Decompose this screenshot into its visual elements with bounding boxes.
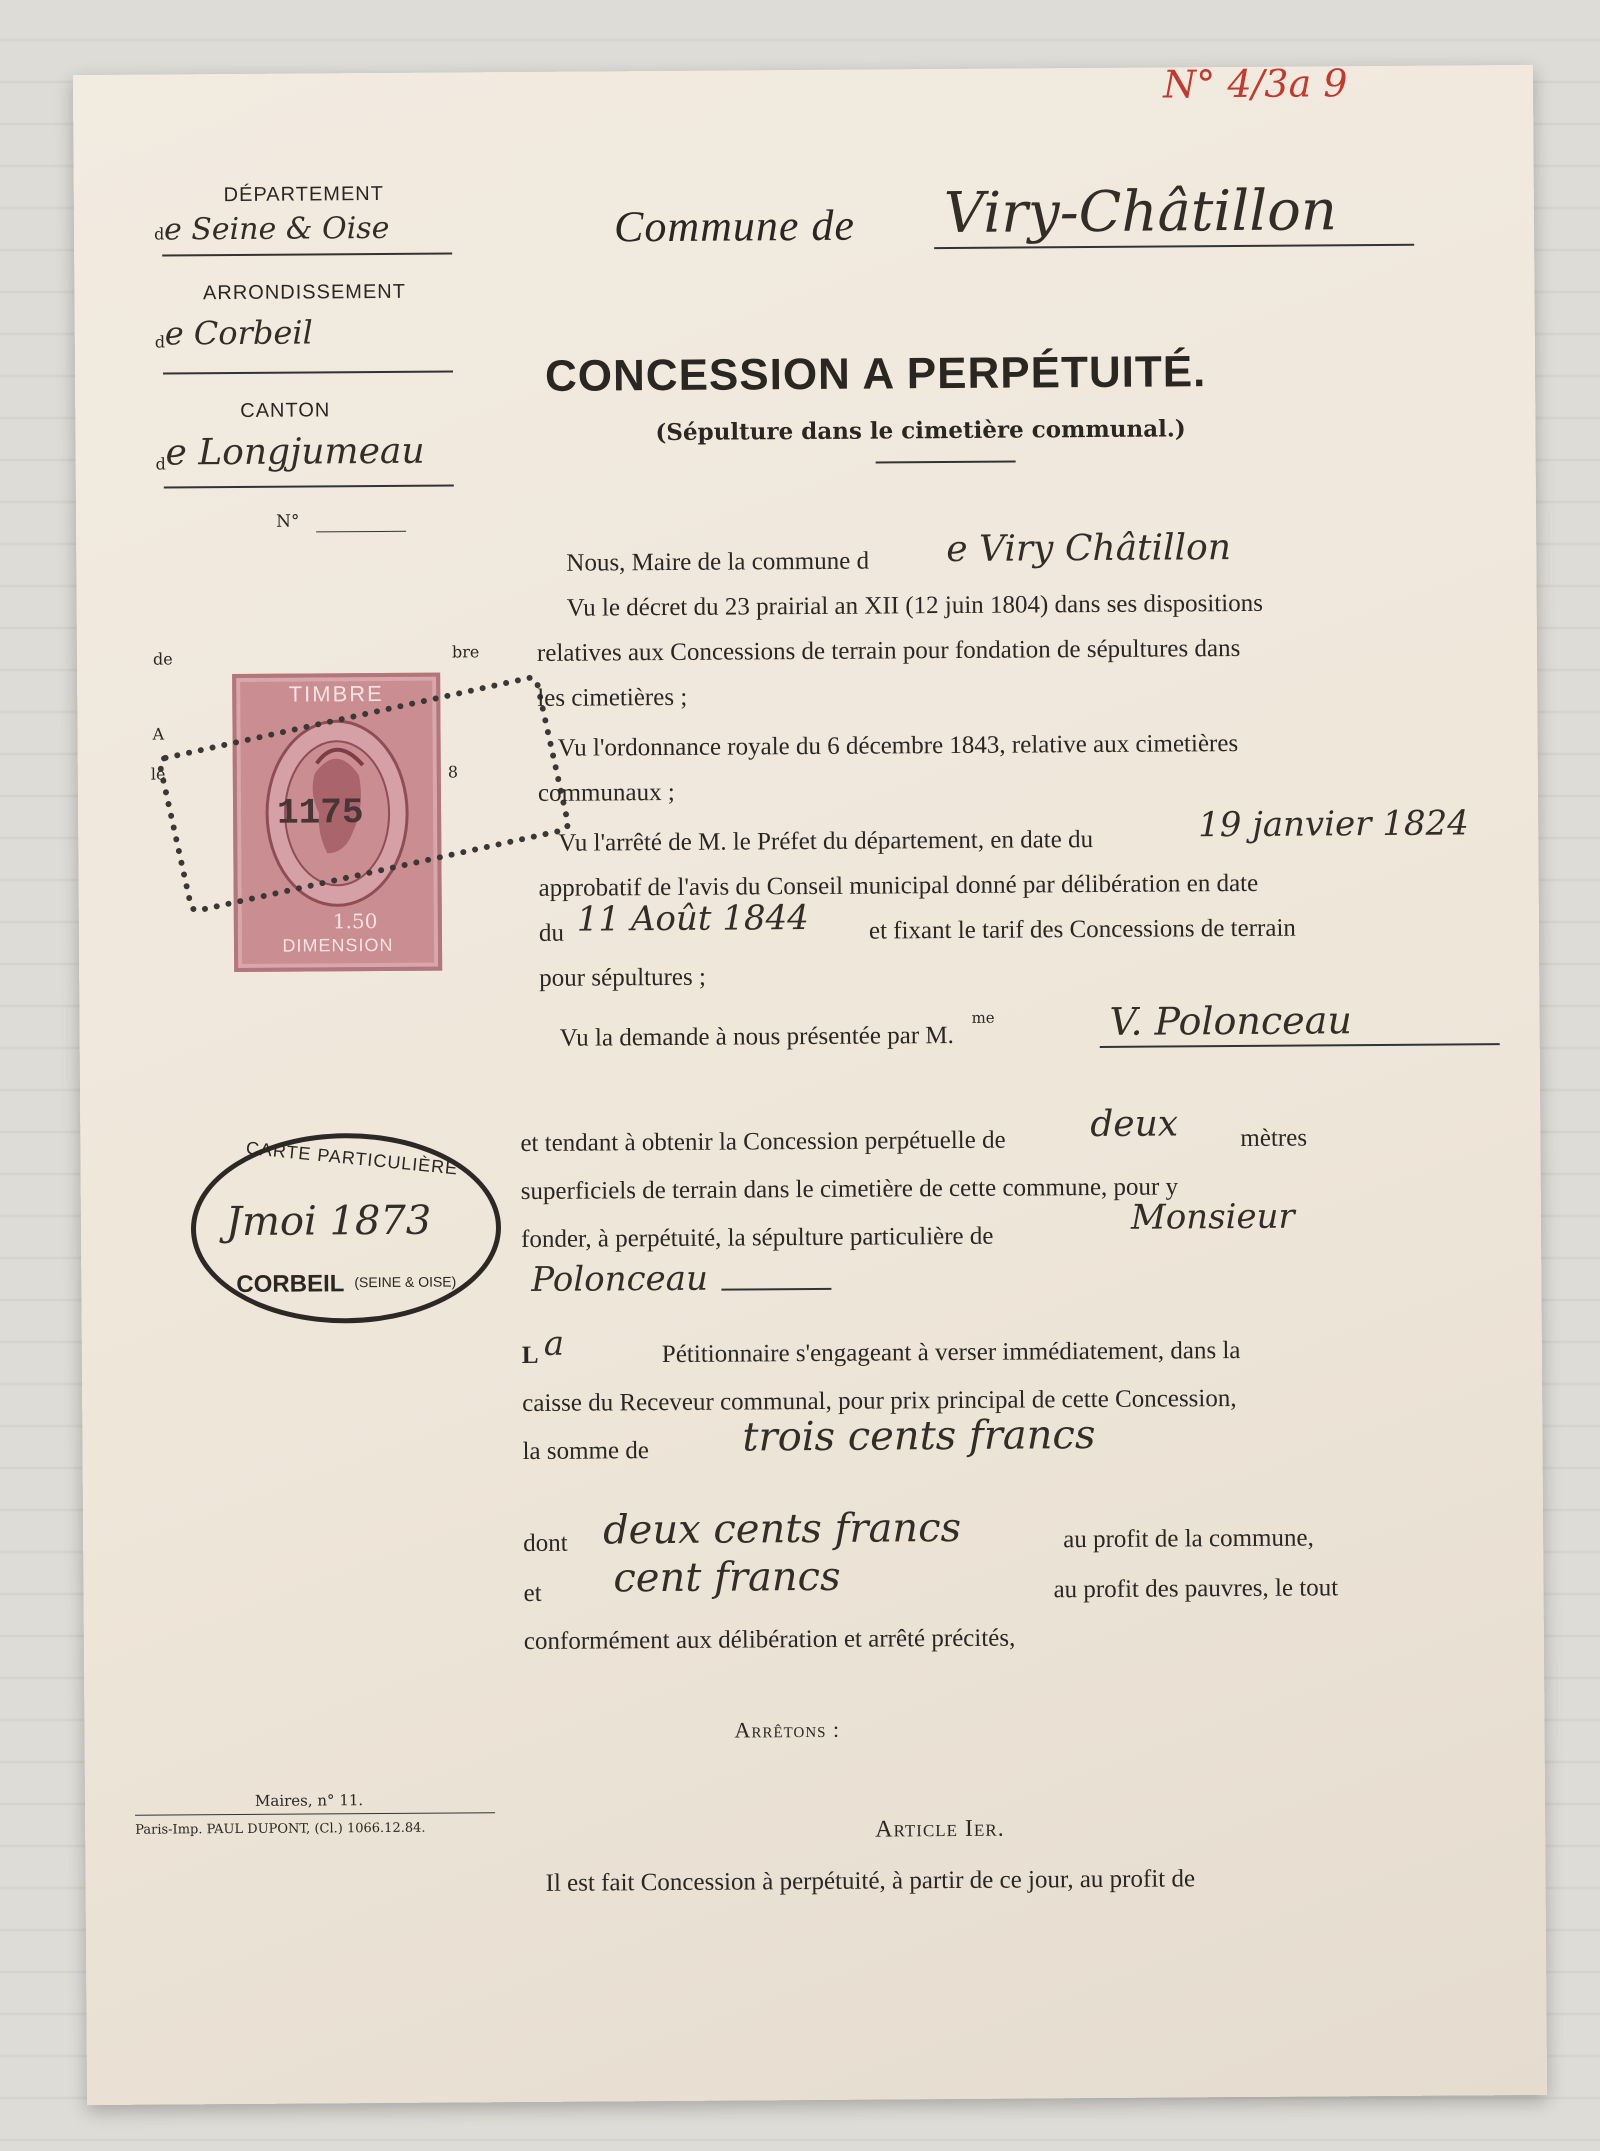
p8b: et bbox=[523, 1579, 542, 1608]
canton-prefix: d bbox=[155, 454, 166, 474]
article-text: Il est fait Concession à perpétuité, à partir de ce jour, au profit de bbox=[545, 1865, 1196, 1897]
stamp-label-a: A bbox=[152, 724, 165, 744]
stamp-label-de: de bbox=[152, 649, 173, 669]
stamp-label-bre: bre bbox=[451, 642, 480, 662]
p4c-lead: du bbox=[538, 919, 565, 947]
stamp-label-8: 8 bbox=[447, 762, 459, 782]
p4: Vu l'arrêté de M. le Préfet du département, en date du bbox=[558, 826, 1094, 857]
p4c-handwritten: 11 Août 1844 bbox=[576, 898, 809, 940]
revenue-stamp-perforation: 1175 bbox=[276, 792, 364, 834]
canton-underline bbox=[164, 484, 454, 488]
arretons-heading: Arrêtons : bbox=[734, 1716, 841, 1743]
revenue-stamp-top: TIMBRE bbox=[288, 680, 384, 707]
departement-value: e Seine & Oise bbox=[163, 210, 390, 248]
p8b-tail: au profit des pauvres, le tout bbox=[1053, 1574, 1339, 1604]
revenue-stamp-bottom: DIMENSION bbox=[282, 934, 394, 956]
p6c-handwritten: Monsieur bbox=[1130, 1196, 1295, 1238]
p7c: la somme de bbox=[522, 1437, 650, 1466]
p4-handwritten: 19 janvier 1824 bbox=[1198, 803, 1469, 846]
oval-stamp-top: CARTE PARTICULIÈRE bbox=[245, 1137, 460, 1179]
p7c-handwritten: trois cents francs bbox=[742, 1412, 1096, 1461]
p6-lead: et tendant à obtenir la Concession perpétuelle de bbox=[520, 1126, 1006, 1158]
page-subtitle: (Sépulture dans le cimetière communal.) bbox=[655, 415, 1186, 447]
p6c: fonder, à perpétuité, la sépulture particulière de bbox=[520, 1222, 994, 1254]
p6-handwritten: deux bbox=[1090, 1103, 1179, 1146]
oval-stamp-city: CORBEIL bbox=[236, 1270, 345, 1299]
p8-handwritten: deux cents francs bbox=[602, 1504, 962, 1554]
footer-printer: Paris-Imp. PAUL DUPONT, (Cl.) 1066.12.84. bbox=[135, 1820, 426, 1838]
document-page bbox=[73, 61, 1547, 2105]
p7-tail: Pétitionnaire s'engageant à verser immédiatement, dans la bbox=[661, 1337, 1241, 1369]
title-divider bbox=[876, 461, 1016, 464]
footer-maires: Maires, n° 11. bbox=[254, 1791, 364, 1810]
p8: dont bbox=[523, 1529, 568, 1558]
commune-label: Commune de bbox=[613, 200, 856, 252]
p7b: caisse du Receveur communal, pour prix principal de cette Concession, bbox=[522, 1385, 1237, 1418]
departement-prefix: d bbox=[153, 224, 165, 244]
p6-tail: mètres bbox=[1240, 1124, 1308, 1152]
stamp-label-le: le bbox=[150, 764, 166, 784]
canton-value: e Longjumeau bbox=[165, 430, 425, 474]
arrondissement-value: e Corbeil bbox=[164, 313, 313, 353]
p6b: superficiels de terrain dans le cimetière de cette commune, pour y bbox=[520, 1173, 1179, 1206]
footer-rule bbox=[135, 1812, 495, 1816]
p2b: relatives aux Concessions de terrain pour fondation de sépultures dans bbox=[536, 634, 1241, 667]
p1-lead: Nous, Maire de la commune d bbox=[566, 547, 870, 577]
p5: Vu la demande à nous présentée par M. bbox=[559, 1021, 954, 1052]
oval-stamp-date: Jmoi 1873 bbox=[225, 1197, 432, 1246]
p2c: les cimetières ; bbox=[537, 683, 688, 712]
arrondissement-underline bbox=[163, 370, 453, 374]
number-line bbox=[316, 531, 406, 533]
canton-label: CANTON bbox=[240, 399, 331, 422]
p3b: communaux ; bbox=[537, 778, 675, 807]
revenue-stamp-value: 1.50 bbox=[332, 909, 378, 934]
p4d: pour sépultures ; bbox=[539, 963, 706, 992]
departement-label: DÉPARTEMENT bbox=[223, 182, 384, 207]
p5-superscript: me bbox=[971, 1008, 995, 1027]
p3: Vu l'ordonnance royale du 6 décembre 1843, relative aux cimetières bbox=[557, 730, 1239, 762]
arrondissement-prefix: d bbox=[154, 332, 166, 352]
p1-handwritten: e Viry Châtillon bbox=[946, 527, 1232, 571]
p8b-handwritten: cent francs bbox=[613, 1553, 841, 1602]
departement-underline bbox=[162, 252, 452, 256]
p5-handwritten: V. Polonceau bbox=[1109, 998, 1352, 1044]
arrondissement-label: ARRONDISSEMENT bbox=[202, 280, 406, 305]
p2: Vu le décret du 23 prairial an XII (12 juin 1804) dans ses dispositions bbox=[566, 589, 1264, 622]
page-title: CONCESSION A PERPÉTUITÉ. bbox=[544, 347, 1207, 401]
p4b: approbatif de l'avis du Conseil municipal donné par délibération en date bbox=[538, 869, 1259, 902]
oval-stamp bbox=[190, 1132, 501, 1324]
p6d-underline bbox=[721, 1288, 831, 1291]
p7-handwritten: a bbox=[543, 1323, 565, 1364]
p8c: conformément aux délibération et arrêté précités, bbox=[523, 1624, 1016, 1656]
p7-lead: L bbox=[521, 1341, 539, 1370]
article-heading: Article Ier. bbox=[875, 1815, 1005, 1843]
p5-underline bbox=[1100, 1043, 1500, 1048]
annotation-number: N° 4/3a 9 bbox=[1162, 61, 1348, 107]
number-label: N° bbox=[275, 511, 300, 532]
p6d-handwritten: Polonceau bbox=[531, 1258, 709, 1300]
oval-stamp-dept: (SEINE & OISE) bbox=[354, 1273, 457, 1291]
p8-tail: au profit de la commune, bbox=[1063, 1524, 1314, 1554]
commune-name: Viry-Châtillon bbox=[943, 178, 1338, 247]
p4c-tail: et fixant le tarif des Concessions de terrain bbox=[868, 914, 1296, 945]
